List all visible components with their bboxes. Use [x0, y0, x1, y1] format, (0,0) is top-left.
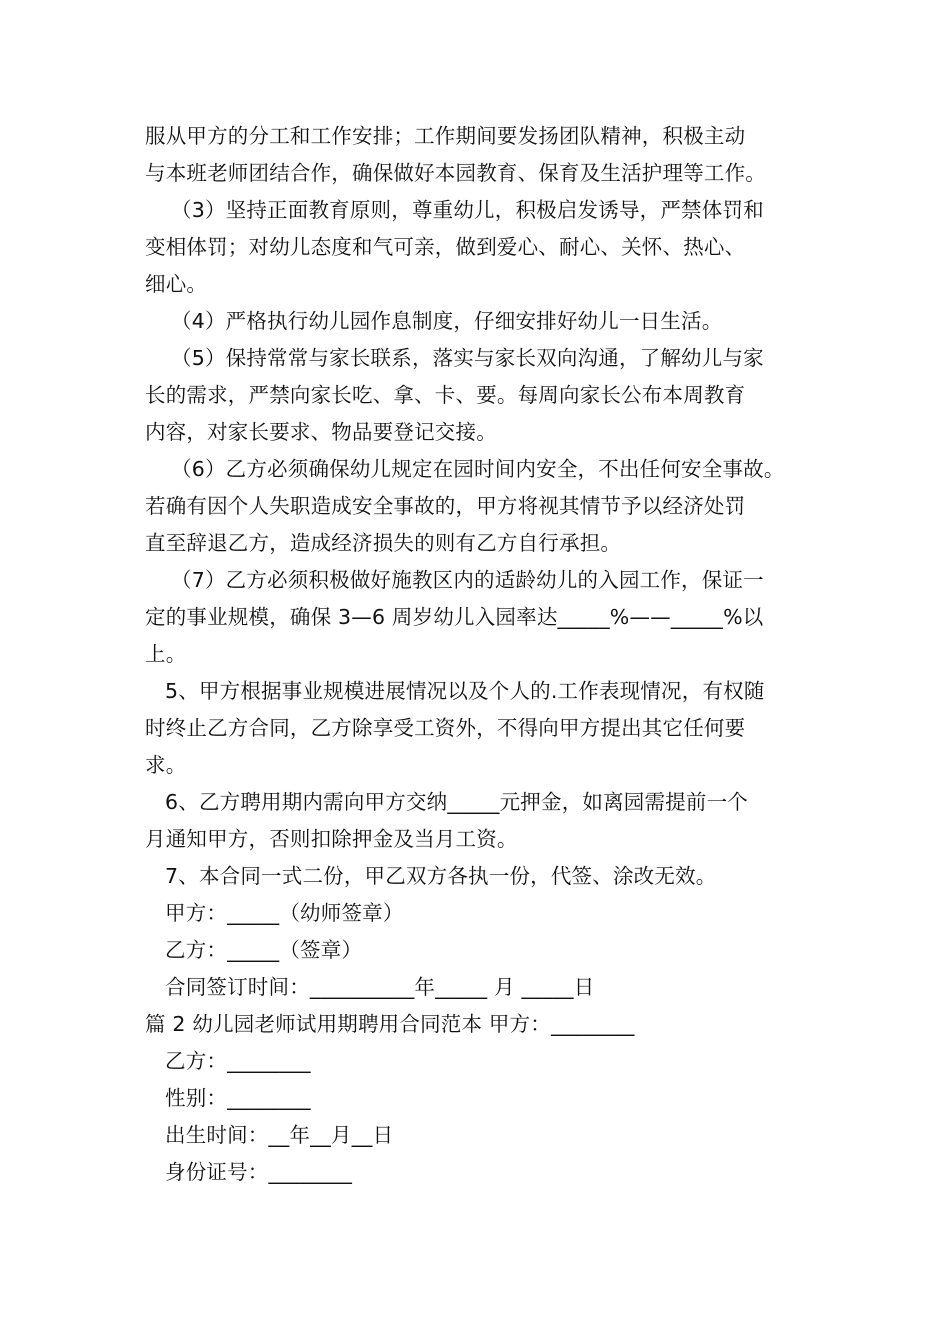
paragraph-line: 服从甲方的分工和工作安排；工作期间要发扬团队精神，积极主动	[145, 124, 746, 148]
article-5-line: 求。	[145, 753, 187, 777]
clause-6-line: 若确有因个人失职造成安全事故的，甲方将视其情节予以经济处罚	[145, 494, 746, 518]
article-7-line: 7、本合同一式二份，甲乙双方各执一份，代签、涂改无效。	[165, 864, 717, 888]
article-5-line: 5、甲方根据事业规模进展情况以及个人的.工作表现情况，有权随	[165, 679, 765, 703]
birth-date-field: 出生时间：__年__月__日	[165, 1123, 394, 1147]
signing-date-line: 合同签订时间：__________年_____ 月 _____日	[165, 975, 595, 999]
clause-5-line: 长的需求，严禁向家长吃、拿、卡、要。每周向家长公布本周教育	[145, 383, 746, 407]
clause-7-line: （7）乙方必须积极做好施教区内的适龄幼儿的入园工作，保证一	[171, 568, 764, 592]
article-6-line: 月通知甲方，否则扣除押金及当月工资。	[145, 827, 518, 851]
clause-3-line: 细心。	[145, 272, 208, 296]
clause-6-line: （6）乙方必须确保幼儿规定在园时间内安全，不出任何安全事故。	[171, 457, 785, 481]
clause-5-line: 内容，对家长要求、物品要登记交接。	[145, 420, 497, 444]
gender-field: 性别：________	[165, 1086, 311, 1110]
party-b-signature-line: 乙方：_____（签章）	[165, 938, 363, 962]
clause-3-line: 变相体罚；对幼儿态度和气可亲，做到爱心、耐心、关怀、热心、	[145, 235, 746, 259]
clause-5-line: （5）保持常常与家长联系，落实与家长双向沟通，了解幼儿与家	[171, 346, 764, 370]
party-a-signature-line: 甲方：_____（幼师签章）	[165, 901, 404, 925]
paragraph-line: 与本班老师团结合作，确保做好本园教育、保育及生活护理等工作。	[145, 161, 766, 185]
article-6-line: 6、乙方聘用期内需向甲方交纳_____元押金，如离园需提前一个	[165, 790, 748, 814]
section-2-heading: 篇 2 幼儿园老师试用期聘用合同范本 甲方：________	[145, 1012, 635, 1036]
clause-4-line: （4）严格执行幼儿园作息制度，仔细安排好幼儿一日生活。	[171, 309, 723, 333]
document-body	[145, 118, 810, 1191]
clause-7-line: 上。	[145, 642, 187, 666]
clause-3-line: （3）坚持正面教育原则，尊重幼儿，积极启发诱导，严禁体罚和	[171, 198, 764, 222]
clause-7-line: 定的事业规模，确保 3—6 周岁幼儿入园率达_____%——_____%以	[145, 605, 764, 629]
clause-6-line: 直至辞退乙方，造成经济损失的则有乙方自行承担。	[145, 531, 622, 555]
id-number-field: 身份证号：________	[165, 1160, 353, 1184]
party-b-field: 乙方：________	[165, 1049, 311, 1073]
article-5-line: 时终止乙方合同，乙方除享受工资外，不得向甲方提出其它任何要	[145, 716, 746, 740]
